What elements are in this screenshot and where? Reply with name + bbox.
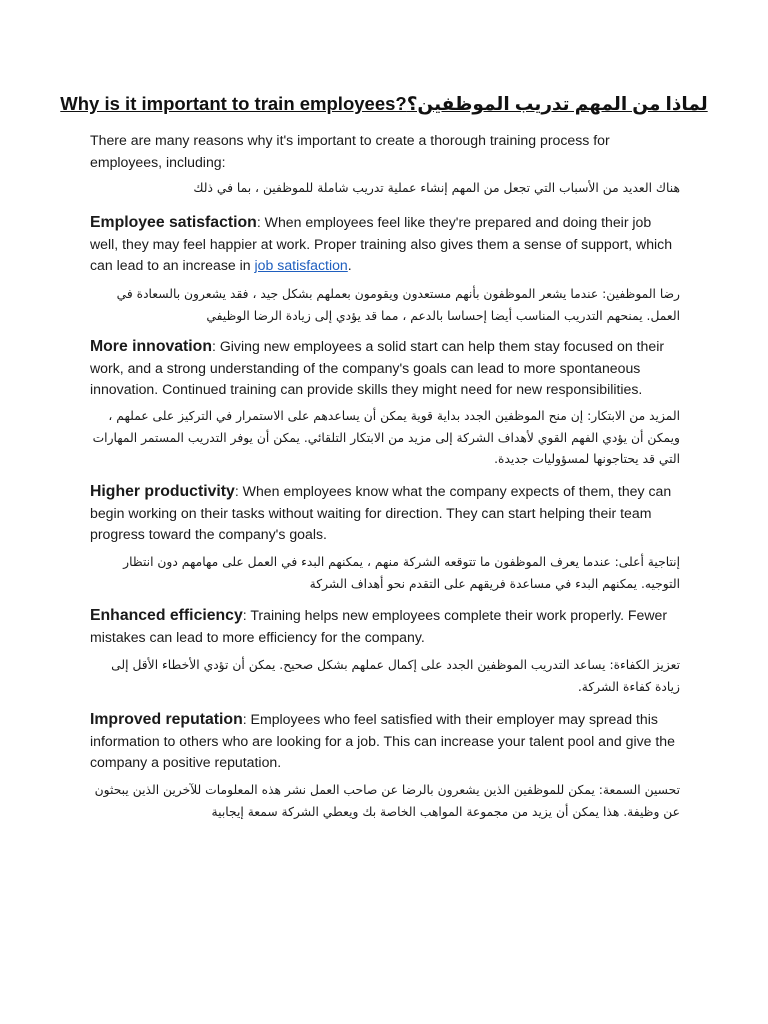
intro-arabic-paragraph — [90, 178, 680, 200]
title-english: Why is it important to train employees? — [60, 93, 407, 114]
section-heading: Higher productivity — [90, 483, 235, 500]
section-more-innovation-arabic — [90, 406, 680, 471]
intro-english: There are many reasons why it's important to create a thorough training process for employees, including: — [90, 132, 610, 170]
section-english-text — [90, 336, 680, 401]
section-body: : Employees who feel satisfied with their employer may spread this information to others who are looking for a job. This can increase your talent pool and give the company a positive reputation. — [90, 711, 675, 770]
section-english-text — [90, 709, 680, 774]
section-arabic-text: إنتاجية أعلى: عندما يعرف الموظفون ما تتوقعه الشركة منهم ، يمكنهم البدء في العمل على مهامهم دون انتظار التوجيه. يمكنهم البدء في مساعدة فريقهم على التقدم نحو أهداف الشركة — [123, 555, 680, 591]
section-employee-satisfaction — [90, 212, 680, 277]
section-heading: Employee satisfaction — [90, 214, 257, 231]
section-employee-satisfaction-arabic — [90, 284, 680, 327]
section-enhanced-efficiency-arabic — [90, 655, 680, 698]
section-improved-reputation-arabic — [90, 780, 680, 823]
section-higher-productivity-arabic — [90, 552, 680, 595]
section-arabic-text: تحسين السمعة: يمكن للموظفين الذين يشعرون بالرضا عن صاحب العمل نشر هذه المعلومات للآخرين الذين يبحثون عن وظيفة. هذا يمكن أن يزيد من مجموعة المواهب الخاصة بك ويعطي الشركة سمعة إيجابية — [94, 783, 680, 819]
section-body: : When employees know what the company expects of them, they can begin working on their tasks without waiting for direction. They can start helping their team progress toward the company's goals. — [90, 483, 672, 542]
section-english-text — [90, 481, 680, 546]
section-body: : Giving new employees a solid start can help them stay focused on their work, and a strong understanding of the company's goals can lead to more spontaneous innovation. Continued training can provide skills they might need for new responsibilities. — [90, 338, 665, 397]
section-body: : Training helps new employees complete their work properly. Fewer mistakes can lead to more efficiency for the company. — [90, 607, 668, 645]
section-body: : When employees feel like they're prepared and doing their job well, they may feel happier at work. Proper training also gives them a sense of support, which can lead to an increase in — [90, 214, 673, 273]
job-satisfaction-link[interactable]: job satisfaction — [254, 257, 348, 273]
section-higher-productivity — [90, 481, 680, 546]
section-arabic-text: تعزيز الكفاءة: يساعد التدريب الموظفين الجدد على إكمال عملهم بشكل صحيح. يمكن أن تؤدي الأخطاء الأقل إلى زيادة كفاءة الشركة. — [111, 658, 680, 694]
section-english-text — [90, 212, 680, 277]
section-heading: More innovation — [90, 338, 212, 355]
section-heading: Improved reputation — [90, 711, 243, 728]
section-improved-reputation — [90, 709, 680, 774]
section-enhanced-efficiency — [90, 605, 680, 648]
section-arabic-text: المزيد من الابتكار: إن منح الموظفين الجدد بداية قوية يمكن أن يساعدهم على الاستمرار في التركيز على عملهم ، ويمكن أن يؤدي الفهم القوي لأهداف الشركة إلى مزيد من الابتكار التلقائي. يمكن أن يوفر التدريب المستمر المهارات التي قد يحتاجونها لمسؤوليات جديدة. — [92, 409, 680, 466]
title-arabic: لماذا من المهم تدريب الموظفين؟ — [406, 93, 708, 114]
section-arabic-text: رضا الموظفين: عندما يشعر الموظفون بأنهم مستعدون ويقومون بعملهم بشكل جيد ، فقد يشعرون بالسعادة في العمل. يمنحهم التدريب المناسب أيضا إحساسا بالدعم ، مما قد يؤدي إلى زيادة الرضا الوظيفي — [116, 287, 680, 323]
section-heading: Enhanced efficiency — [90, 607, 243, 624]
section-body-end: . — [347, 257, 352, 273]
section-english-text — [90, 605, 680, 648]
intro-arabic: هناك العديد من الأسباب التي تجعل من المهم إنشاء عملية تدريب شاملة للموظفين ، بما في ذلك — [193, 181, 680, 195]
page-title — [0, 93, 768, 115]
intro-paragraph — [90, 130, 680, 173]
section-more-innovation — [90, 336, 680, 401]
